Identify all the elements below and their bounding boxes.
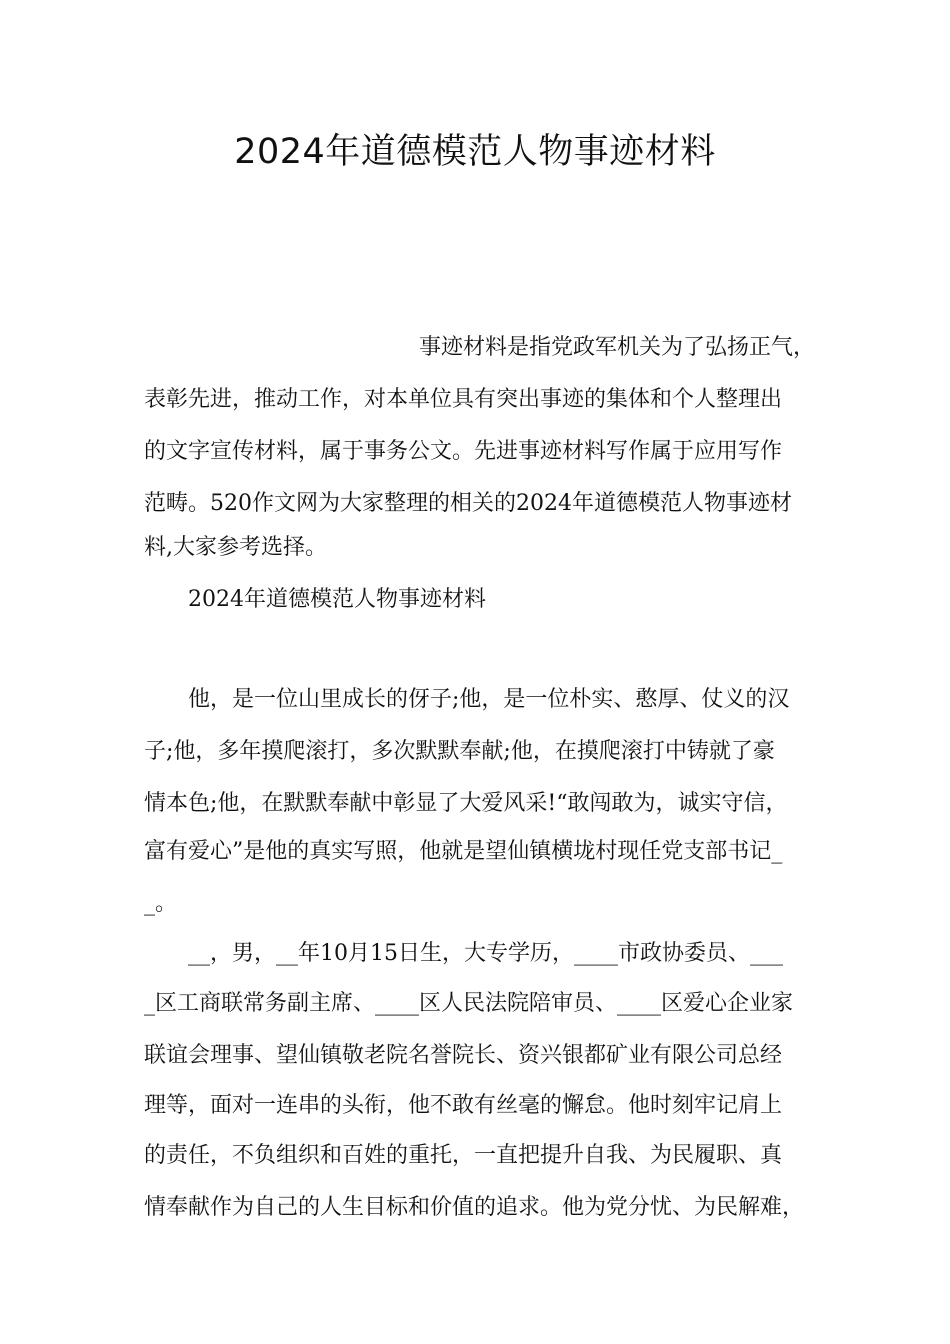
body-line-11: 情奉献作为自己的人生目标和价值的追求。他为党分忧、为民解难， (144, 1195, 805, 1220)
document-title: 2024年道德模范人物事迹材料 (234, 132, 716, 172)
intro-line-1: 事迹材料是指党政军机关为了弘扬正气， (419, 335, 816, 360)
section-heading: 2024年道德模范人物事迹材料 (188, 587, 486, 612)
body-line-7: _区工商联常务副主席、____区人民法院陪审员、____区爱心企业家 (144, 991, 794, 1016)
body-line-3: 情本色;他，在默默奉献中彰显了大爱风采!“敢闯敢为，诚实守信， (144, 791, 788, 816)
intro-line-3: 的文字宣传材料，属于事务公文。先进事迹材料写作属于应用写作 (144, 439, 783, 464)
body-line-1: 他，是一位山里成长的伢子;他，是一位朴实、憨厚、仗义的汉 (188, 687, 790, 712)
body-line-6: __，男，__年10月15日生，大专学历，____市政协委员、___ (188, 941, 783, 966)
body-line-10: 的责任，不负组织和百姓的重托，一直把提升自我、为民履职、真 (144, 1143, 783, 1168)
body-line-5: _。 (144, 891, 178, 916)
intro-line-4: 范畴。520作文网为大家整理的相关的2024年道德模范人物事迹材 (144, 491, 792, 516)
body-line-4: 富有爱心”是他的真实写照，他就是望仙镇横垅村现任党支部书记_ (144, 839, 783, 864)
intro-line-2: 表彰先进，推动工作，对本单位具有突出事迹的集体和个人整理出 (144, 387, 783, 412)
body-line-9: 理等，面对一连串的头衔，他不敢有丝毫的懈怠。他时刻牢记肩上 (144, 1093, 783, 1118)
body-line-8: 联谊会理事、望仙镇敬老院名誉院长、资兴银都矿业有限公司总经 (144, 1043, 783, 1068)
body-line-2: 子;他，多年摸爬滚打，多次默默奉献;他，在摸爬滚打中铸就了豪 (144, 739, 775, 764)
intro-line-5: 料,大家参考选择。 (144, 535, 327, 560)
